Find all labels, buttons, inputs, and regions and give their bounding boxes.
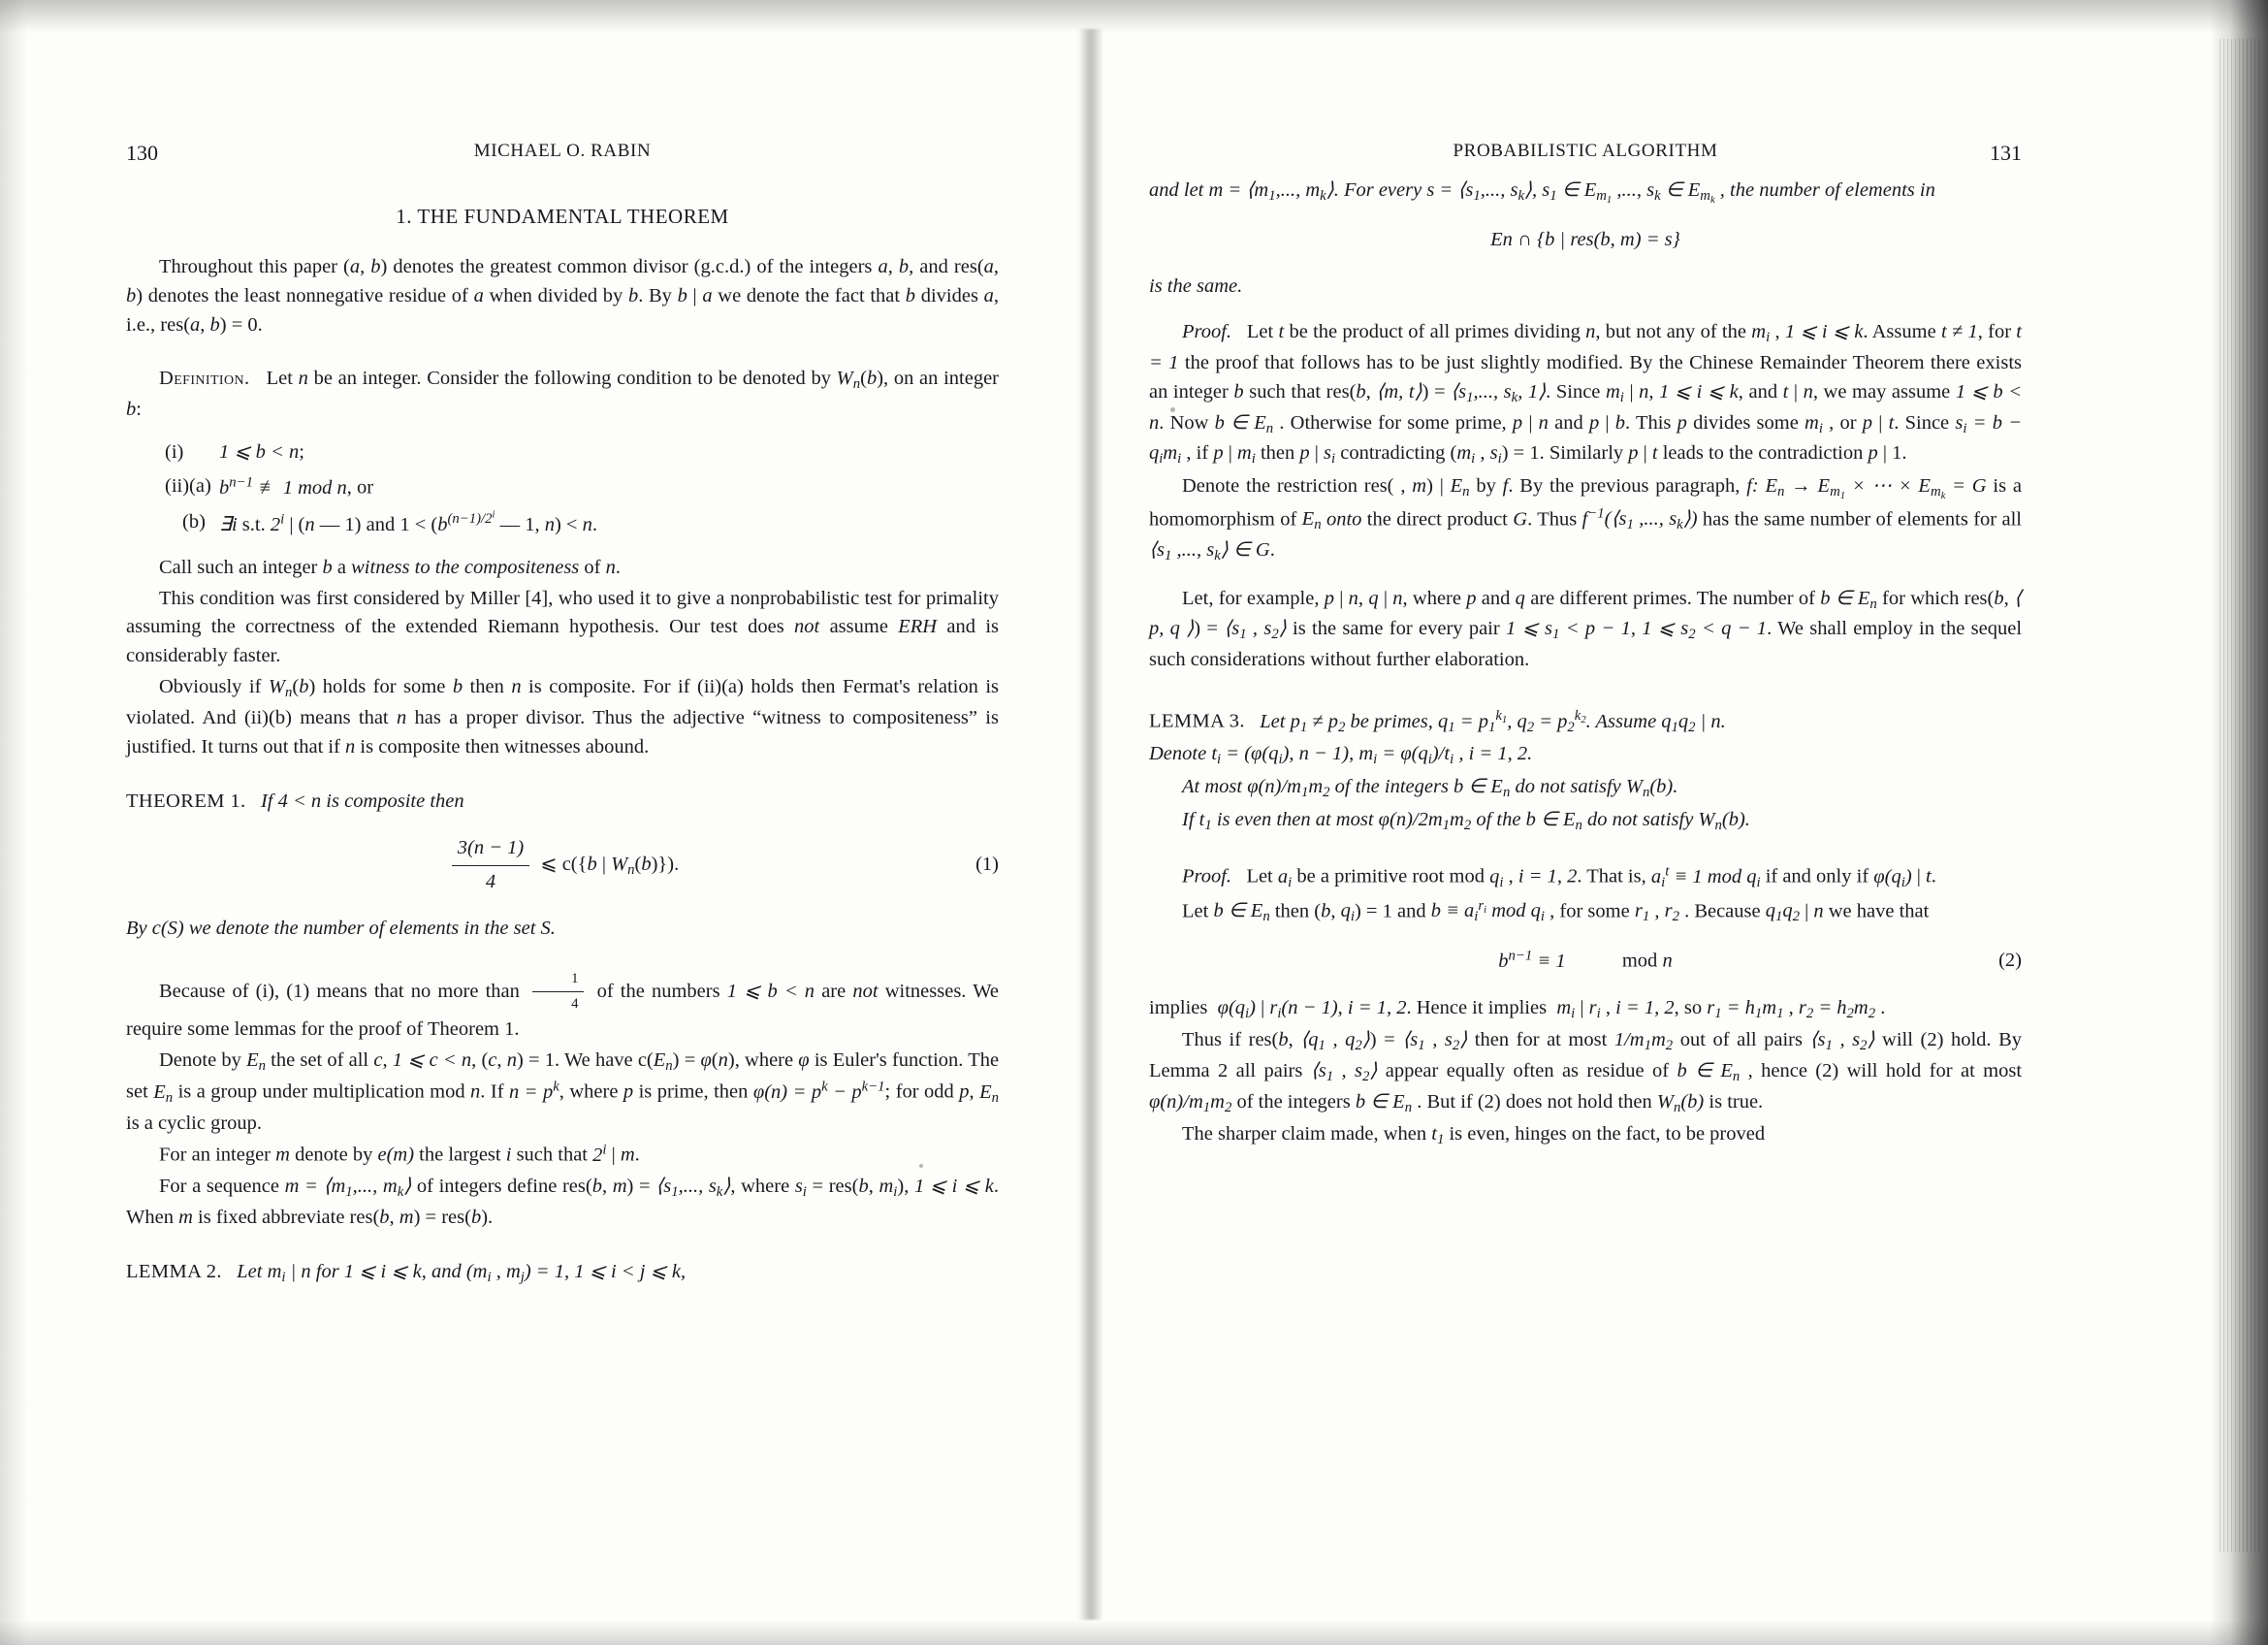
item-label: (b): [182, 510, 206, 532]
display-set-formula: En ∩ {b | res(b, m) = s}: [1490, 228, 1680, 250]
proof-2: Proof. Let $a_i$ be a primitive root mod $q_i$ , i = 1, 2. That is, $a_i^t \equiv 1$ mod $q_i$ if and only if $\varphi(q_i)$ | t.: [1182, 863, 1936, 891]
lemma-statement-line: At most $\varphi(n)/m_1m_2$ of the integers b ∈ $E_n$ do not satisfy $W_n(b)$.: [1182, 775, 1678, 801]
paragraph: is the same.: [1149, 274, 1243, 297]
right-running-head: [1149, 138, 2022, 177]
left-page: [126, 0, 999, 1290]
page-left-shadow: [0, 0, 27, 1645]
list-item: [126, 472, 999, 503]
fraction-numerator: 3(n − 1): [452, 834, 530, 866]
list-item: [126, 508, 999, 540]
equation-1: [126, 834, 999, 897]
theorem-lead: THEOREM 1.: [126, 790, 246, 812]
left-running-title: MICHAEL O. RABIN: [473, 141, 652, 161]
paragraph: implies $\varphi(q_i)$ | $r_i(n - 1)$, i = 1, 2. Hence it implies $m_i$ | $r_i$ , i = 1, 2, so $r_1 = h_1m_1$ , $r_2 = h_2m_2$ .: [1149, 996, 1886, 1021]
lemma-2-continued: and let $m = ⟨m_1$,..., $m_k⟩$. For every $s = ⟨s_1$,..., $s_k⟩$, $s_1$ ∈ $E_{m_1}$ ,..., $s_k$ ∈ $E_{m_k}$ , the number of elements in: [1149, 179, 1935, 207]
equation-relation: ⩽ c({b | $W_n(b)$}).: [540, 853, 680, 879]
section-heading: 1. THE FUNDAMENTAL THEOREM: [396, 205, 729, 228]
paragraph: For a sequence $m = ⟨m_1$,..., $m_k⟩$ of integers define res(b, $m) = ⟨s_1$,..., $s_k⟩$, where $s_i = res(b$, $m_i$), 1 ⩽ i ⩽ k. When m is fixed abbreviate res(b, m) = res(b).: [126, 1176, 1000, 1228]
paragraph: Because of (i), (1) means that no more than $\frac{1}{4}$ of the numbers 1 ⩽ b < n are not witnesses. We require some lemmas for the proof of Theorem 1.: [126, 970, 999, 1040]
paragraph: Call such an integer b a witness to the compositeness of n.: [159, 556, 621, 578]
book-gutter: [1078, 29, 1103, 1620]
display-set: [1149, 226, 2022, 255]
scan-speck: [919, 1164, 923, 1168]
theorem-statement: If 4 < n is composite then: [260, 790, 464, 812]
equation-2-mod: mod n: [1621, 950, 1673, 972]
item-body: 1 ⩽ b < n;: [219, 441, 304, 464]
condition-list: [126, 438, 999, 540]
left-running-head: [126, 138, 999, 177]
paragraph: Throughout this paper (a, b) denotes the greatest common divisor (g.c.d.) of the integers a, b, and res(a, b) denotes the least nonnegative residue of a when divided by b. By b | a we denote the fact that b divides a, i.e., res(a, b) = 0.: [126, 255, 1000, 336]
definition-paragraph: Definition. Let n be an integer. Consider the following condition to be denoted by $W_n(b)$, on an integer b:: [126, 368, 999, 421]
lemma-2: [126, 1258, 999, 1289]
left-folio: 130: [126, 141, 158, 165]
paragraph: Let, for example, p | n, q | n, where p and q are different primes. The number of b ∈ $E_n$ for which res(b, ⟨ p, q ⟩) = $⟨s_1$ , $s_2⟩$ is the same for every pair 1 ⩽ $s_1 < p - 1$, 1 ⩽ $s_2 < q - 1$. We shall employ in the sequel such considerations without further elaboration.: [1149, 587, 2023, 670]
equation-2-body: $b^{n-1} \equiv 1$: [1498, 947, 1566, 972]
paragraph: Thus if res(b, $⟨q_1$ , $q_2⟩$) = $⟨s_1$ , $s_2⟩$ then for at most $1/m_1m_2$ out of all pairs $⟨s_1$ , $s_2⟩$ will (2) hold. By Lemma 2 all pairs $⟨s_1$ , $s_2⟩$ appear equally often as residue of b ∈ $E_n$ , hence (2) will hold for at most $\varphi(n)/m_1m_2$ of the integers b ∈ $E_n$ . But if (2) does not hold then $W_n(b)$ is true.: [1149, 1029, 2023, 1115]
right-running-title: PROBABILISTIC ALGORITHM: [1453, 141, 1718, 161]
item-body: $b^{n-1}$ ≢ 1 mod n, or: [219, 473, 374, 499]
paragraph: This condition was first considered by Miller [4], who used it to give a nonprobabilistic test for primality assuming the correctness of the extended Riemann hypothesis. Our test does not assume ERH and is considerably faster.: [126, 587, 999, 667]
lemma-statement: Let $p_1 \ne p_2$ be primes, $q_1 = p_1^{k_1}$, $q_2 = p_2^{k_2}$. Assume $q_1q_2$ | n.: [1260, 707, 1726, 735]
item-label: (i): [165, 441, 184, 464]
fraction: [452, 834, 530, 897]
proof-1: Proof. Let t be the product of all primes dividing n, but not any of the $m_i$ , 1 ⩽ i ⩽ k. Assume t ≠ 1, for t = 1 the proof that follows has to be just slightly modified. By the Chinese Remainder Theorem there exists an integer b such that res(b, ⟨m, t⟩) = $⟨s_1$,..., $s_k$, 1⟩. Since $m_i$ | n, 1 ⩽ i ⩽ k, and t | n, we may assume 1 ⩽ b < n. Now b ∈ $E_n$ . Otherwise for some prime, p | n and p | b. This p divides some $m_i$ , or p | t. Since $s_i = b - q_im_i$ , if p | $m_i$ then p | $s_i$ contradicting ($m_i$ , $s_i) = 1$. Similarly p | t leads to the contradiction p | 1.: [1149, 321, 2023, 468]
lemma-lead: LEMMA 2.: [126, 1260, 222, 1282]
list-item: [126, 438, 999, 468]
paragraph: Obviously if $W_n(b)$ holds for some b then n is composite. For if (ii)(a) holds then Fermat's relation is violated. And (ii)(b) means that n has a proper divisor. Thus the adjective “witness to compositeness” is justified. It turns out that if n is composite then witnesses abound.: [126, 676, 999, 758]
item-label: (ii)(a): [165, 474, 211, 497]
lemma-statement: Let $m_i$ | n for 1 ⩽ i ⩽ k, and ($m_i$ , $m_j) = 1$, 1 ⩽ i < j ⩽ k,: [237, 1260, 687, 1285]
page-bottom-shadow: [0, 1620, 2268, 1645]
paragraph: By c(S) we denote the number of elements in the set S.: [126, 917, 556, 939]
item-body: ∃i s.t. 2$^i$ | (n — 1) and $1 < (b^{(n-1)/2^i}$ — 1, n) < n.: [219, 509, 597, 535]
scan-speck: [1170, 407, 1175, 412]
lemma-3: [1149, 706, 2022, 738]
equation-number: (2): [1998, 949, 2022, 971]
paragraph: The sharper claim made, when $t_1$ is even, hinges on the fact, to be proved: [1182, 1123, 1766, 1148]
paragraph: For an integer m denote by e(m) the largest i such that 2$^i$ | m.: [159, 1142, 640, 1167]
proof-lead: Proof.: [1182, 321, 1232, 343]
page-edge-texture: [2220, 39, 2262, 1552]
paragraph: Denote the restriction res( , m) | $E_n$ by f. By the previous paragraph, f: $E_n \to E_{m_1}$ × ⋯ × $E_{m_k} = G$ is a homomorphism of $E_n$ onto the direct product G. Thus $f^{-1}(⟨s_1$ ,..., $s_k⟩$) has the same number of elements for all $⟨s_1$ ,..., $s_k⟩$ ∈ G.: [1149, 475, 2022, 564]
paragraph: Denote by $E_n$ the set of all c, 1 ⩽ c < n, (c, n) = 1. We have $c(E_n) = \varphi(n)$, where φ is Euler's function. The set $E_n$ is a group under multiplication mod n. If $n = p^k$, where p is prime, then $\varphi(n) = p^k - p^{k-1}$; for odd p, $E_n$ is a cyclic group.: [126, 1048, 1000, 1134]
lemma-statement-line: Denote $t_i = (\varphi(q_i)$, n − 1), $m_i = \varphi(q_i)/t_i$ , i = 1, 2.: [1149, 743, 1533, 768]
equation-number: (1): [975, 854, 999, 876]
right-page: [1149, 0, 2022, 1153]
lemma-lead: LEMMA 3.: [1149, 710, 1245, 732]
lemma-statement-line: If $t_1$ is even then at most $\varphi(n)/2m_1m_2$ of the b ∈ $E_n$ do not satisfy $W_n(b)$.: [1182, 808, 1750, 833]
proof-lead: Proof.: [1182, 865, 1232, 887]
right-folio: 131: [1990, 141, 2022, 165]
equation-2: [1149, 946, 2022, 977]
fraction-denominator: 4: [485, 870, 496, 892]
theorem-1: [126, 788, 999, 817]
paragraph: Let b ∈ $E_n$ then (b, $q_i) = 1$ and $b \equiv a_i^{r_i}$ mod $q_i$ , for some $r_1$ , $r_2$ . Because $q_1q_2$ | n we have that: [1182, 897, 1930, 925]
